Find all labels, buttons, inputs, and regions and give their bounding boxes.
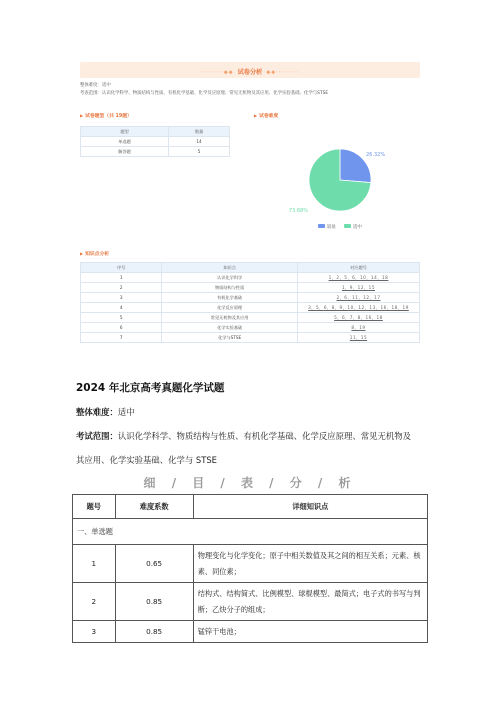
scope-label: 考试范围：	[76, 431, 118, 441]
knowledge-point: 有机化学基础	[162, 293, 298, 303]
knowledge-point: 认识化学科学	[162, 273, 298, 283]
scope-line	[76, 430, 411, 442]
knowledge-point: 物质结构与性质	[162, 283, 298, 293]
question-numbers: 5，6，7，8，16，18	[297, 313, 419, 323]
card-difficulty: 整体难度：适中	[80, 83, 111, 88]
section-label: 一、单选题	[73, 519, 428, 545]
struct-section-title	[80, 112, 132, 119]
detail-table	[72, 494, 428, 643]
struct-cell: 解答题	[81, 147, 169, 157]
detail-header: 详细知识点	[193, 495, 427, 519]
knowledge-index: 2	[81, 283, 162, 293]
banner-dots-right: ◆◆·········	[266, 69, 300, 76]
question-number: 2	[73, 583, 116, 621]
knowledge-index: 1	[81, 273, 162, 283]
question-numbers: 11，15	[297, 333, 419, 343]
knowledge-point: 化学与STSE	[162, 333, 298, 343]
triangle-icon: ▶	[80, 251, 84, 256]
question-numbers: 2，6，11，12，17	[297, 293, 419, 303]
knowledge-table	[80, 262, 420, 343]
table-row	[73, 545, 428, 583]
triangle-icon: ▶	[80, 113, 84, 118]
difficulty-section-title	[254, 112, 278, 119]
struct-header: 数量	[169, 127, 230, 137]
pie-value-label: 73.68%	[288, 208, 308, 214]
table-row	[81, 293, 420, 303]
struct-cell: 单选题	[81, 137, 169, 147]
table-row	[81, 273, 420, 283]
knowledge-header: 序号	[81, 263, 162, 273]
scope-line-continued: 其应用、化学实验基础、化学与 STSE	[76, 455, 217, 465]
knowledge-index: 3	[81, 293, 162, 303]
question-numbers: 8，19	[297, 323, 419, 333]
knowledge-detail: 结构式、结构简式、比例模型、球棍模型、最简式；电子式的书写与判断；乙炔分子的组成；	[193, 583, 427, 621]
detail-header: 题号	[73, 495, 116, 519]
table-row	[81, 303, 420, 313]
struct-table	[80, 126, 230, 157]
banner-dots-left: ·········◆◆	[200, 69, 234, 76]
knowledge-header: 知识点	[162, 263, 298, 273]
legend-label: 较易	[327, 225, 336, 230]
table-row	[73, 583, 428, 621]
difficulty-label: 整体难度：	[76, 407, 118, 417]
knowledge-index: 5	[81, 313, 162, 323]
banner-title: 试卷分析	[237, 68, 263, 76]
knowledge-point: 化学反应原理	[162, 303, 298, 313]
knowledge-detail: 物理变化与化学变化；原子中相关数值及其之间的相互关系；元素、核素、同位素；	[193, 545, 427, 583]
table-row	[73, 621, 428, 643]
question-number: 3	[73, 621, 116, 643]
pie-value-label: 26.32%	[366, 152, 386, 158]
table-row	[81, 283, 420, 293]
knowledge-index: 7	[81, 333, 162, 343]
struct-title-text: 试卷题型（共 19题）	[85, 114, 132, 119]
table-row	[81, 323, 420, 333]
question-numbers: 1，9，12，15	[297, 283, 419, 293]
analysis-card	[76, 58, 424, 366]
knowledge-detail: 锰锌干电池；	[193, 621, 427, 643]
question-numbers: 1，2，5，6，10，14，18	[297, 273, 419, 283]
legend-label: 适中	[353, 225, 362, 230]
card-scope: 考查范围：认识化学科学、物质结构与性质、有机化学基础、化学反应原理、常见无机物及其应用、化学实验基础、化学与STSE	[80, 91, 329, 96]
table-row	[81, 333, 420, 343]
knowledge-section-title	[80, 250, 109, 257]
knowledge-index: 4	[81, 303, 162, 313]
analysis-banner	[80, 62, 420, 78]
table-row	[81, 147, 230, 157]
difficulty-title-text: 试卷难度	[259, 114, 279, 119]
triangle-icon: ▶	[254, 113, 258, 118]
detail-heading: 细 / 目 / 表 / 分 / 析	[143, 476, 357, 490]
difficulty-coefficient: 0.85	[115, 583, 193, 621]
knowledge-header: 对应题号	[297, 263, 419, 273]
difficulty-line	[76, 406, 135, 418]
detail-header: 难度系数	[115, 495, 193, 519]
knowledge-title-text: 知识点分析	[85, 252, 110, 257]
table-row	[81, 313, 420, 323]
struct-cell: 14	[169, 137, 230, 147]
difficulty-coefficient: 0.85	[115, 621, 193, 643]
knowledge-point: 常见无机物及其应用	[162, 313, 298, 323]
knowledge-index: 6	[81, 323, 162, 333]
struct-cell: 5	[169, 147, 230, 157]
scope-value: 认识化学科学、物质结构与性质、有机化学基础、化学反应原理、常见无机物及	[117, 431, 411, 441]
table-row	[81, 137, 230, 147]
legend-swatch	[344, 224, 351, 228]
difficulty-value: 适中	[117, 407, 135, 417]
legend-swatch	[318, 224, 325, 228]
knowledge-point: 化学实验基础	[162, 323, 298, 333]
difficulty-coefficient: 0.65	[115, 545, 193, 583]
question-numbers: 3，5，6，8，9，10，12，13，16，18，19	[297, 303, 419, 313]
section-row	[73, 519, 428, 545]
question-number: 1	[73, 545, 116, 583]
struct-header: 题型	[81, 127, 169, 137]
page-title: 2024 年北京高考真题化学试题	[76, 382, 225, 394]
